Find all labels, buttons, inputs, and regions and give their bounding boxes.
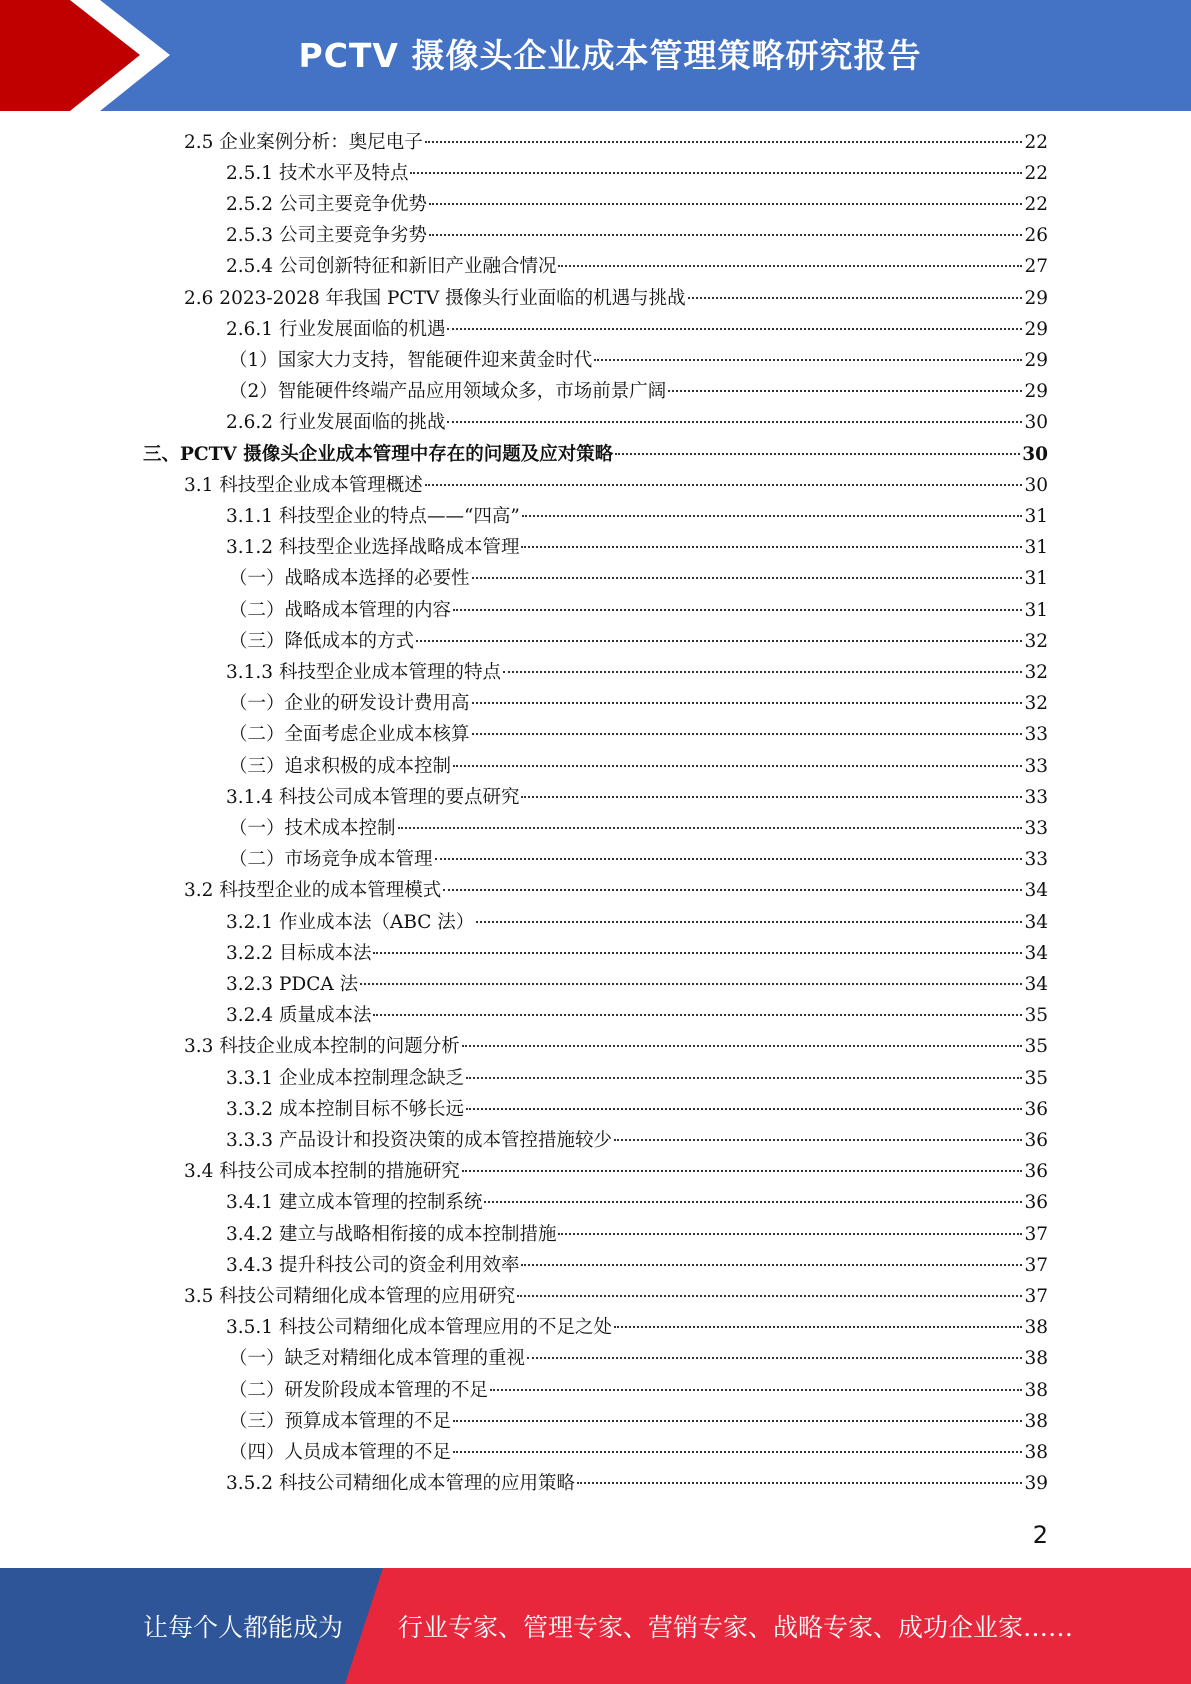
toc-entry-label: 3.5.2 科技公司精细化成本管理的应用策略 (226, 1473, 575, 1495)
toc-entry-label: 三、PCTV 摄像头企业成本管理中存在的问题及应对策略 (143, 443, 614, 465)
toc-dot-leader (558, 247, 1022, 268)
toc-dot-leader (517, 1276, 1022, 1297)
toc-entry-label: 3.5 科技公司精细化成本管理的应用研究 (184, 1285, 516, 1307)
toc-entry-label: （三）降低成本的方式 (229, 630, 415, 652)
toc-entry-label: 3.3 科技企业成本控制的问题分析 (184, 1036, 460, 1058)
toc-entry-page: 32 (1024, 630, 1048, 652)
toc-dot-leader (521, 528, 1022, 549)
toc-entry-page: 29 (1024, 381, 1048, 403)
toc-dot-leader (447, 403, 1022, 424)
toc-entry-page: 31 (1024, 505, 1048, 527)
toc-entry-label: 3.4.1 建立成本管理的控制系统 (226, 1192, 483, 1214)
toc-entry-page: 26 (1024, 225, 1048, 247)
toc-entry-label: （2）智能硬件终端产品应用领域众多，市场前景广阔 (229, 381, 667, 403)
toc-entry-page: 38 (1024, 1441, 1048, 1463)
toc-entry-page: 22 (1024, 193, 1048, 215)
toc-dot-leader (472, 684, 1023, 705)
toc-entry-label: 3.2.4 质量成本法 (226, 1005, 372, 1027)
toc-dot-leader (476, 902, 1022, 923)
toc-dot-leader (453, 746, 1022, 767)
toc-dot-leader (435, 840, 1023, 861)
toc-dot-leader (453, 590, 1022, 611)
toc-entry-page: 35 (1024, 1005, 1048, 1027)
toc-entry-page: 38 (1024, 1410, 1048, 1432)
toc-dot-leader (558, 1214, 1022, 1235)
toc-entry-page: 37 (1024, 1254, 1048, 1276)
toc-dot-leader (373, 996, 1022, 1017)
toc-entry-label: 2.5.1 技术水平及特点 (226, 162, 409, 184)
toc-dot-leader (668, 372, 1022, 393)
toc-dot-leader (373, 933, 1022, 954)
toc-entry-page: 39 (1024, 1473, 1048, 1495)
toc-entry-page: 34 (1024, 911, 1048, 933)
toc-entry-label: 3.2.3 PDCA 法 (226, 973, 359, 995)
toc-entry-page: 38 (1024, 1348, 1048, 1370)
toc-entry-page: 32 (1024, 693, 1048, 715)
toc-dot-leader (472, 715, 1023, 736)
toc-entry-page: 29 (1024, 349, 1048, 371)
page-number: 2 (1032, 1521, 1048, 1549)
toc-entry-page: 37 (1024, 1285, 1048, 1307)
toc-entry-label: （四）人员成本管理的不足 (229, 1441, 452, 1463)
toc-dot-leader (522, 496, 1023, 517)
toc-dot-leader (614, 1308, 1022, 1329)
toc-entry-page: 31 (1024, 599, 1048, 621)
toc-dot-leader (472, 559, 1023, 580)
toc-entry-page: 30 (1022, 443, 1048, 465)
toc-entry-page: 22 (1024, 162, 1048, 184)
toc-entry-page: 32 (1024, 661, 1048, 683)
toc-dot-leader (425, 465, 1023, 486)
toc-entry-page: 22 (1024, 131, 1048, 153)
toc-dot-leader (484, 1183, 1022, 1204)
footer-slogan-right: 行业专家、管理专家、营销专家、战略专家、成功企业家…… (398, 1613, 1074, 1642)
toc-dot-leader (429, 184, 1022, 205)
page-footer (0, 1568, 1191, 1684)
toc-entry-label: 2.6.1 行业发展面临的机遇 (226, 318, 446, 340)
toc-entry-page: 36 (1024, 1098, 1048, 1120)
toc-entry-label: 3.1.3 科技型企业成本管理的特点 (226, 661, 501, 683)
toc-entry-page: 30 (1024, 474, 1048, 496)
toc-entry-page: 38 (1024, 1317, 1048, 1339)
toc-entry-label: 3.1.2 科技型企业选择战略成本管理 (226, 537, 520, 559)
toc-entry-label: （一）企业的研发设计费用高 (229, 693, 470, 715)
toc-entry-page: 33 (1024, 755, 1048, 777)
toc-dot-leader (425, 122, 1023, 143)
toc-dot-leader (594, 340, 1022, 361)
toc-entry-label: 3.1.4 科技公司成本管理的要点研究 (226, 786, 520, 808)
toc-entry-page: 36 (1024, 1192, 1048, 1214)
toc-entry-label: 3.2.2 目标成本法 (226, 942, 372, 964)
toc-entry-label: 2.5.2 公司主要竞争优势 (226, 193, 427, 215)
toc-entry-page: 34 (1024, 880, 1048, 902)
toc-entry-label: （二）市场竞争成本管理 (229, 849, 433, 871)
toc-dot-leader (360, 964, 1022, 985)
toc-entry-label: （二）研发阶段成本管理的不足 (229, 1379, 489, 1401)
footer-slogan-left: 让每个人都能成为 (143, 1613, 344, 1642)
toc-entry-page: 29 (1024, 318, 1048, 340)
toc-entry-label: 2.6.2 行业发展面临的挑战 (226, 412, 446, 434)
page-header (0, 0, 1191, 111)
toc-entry-page: 27 (1024, 256, 1048, 278)
toc-entry-label: 3.4.2 建立与战略相衔接的成本控制措施 (226, 1223, 557, 1245)
toc-entry-label: 2.5.4 公司创新特征和新旧产业融合情况 (226, 256, 557, 278)
toc-entry-page: 29 (1024, 287, 1048, 309)
toc-dot-leader (462, 1027, 1023, 1048)
toc-entry-label: （1）国家大力支持，智能硬件迎来黄金时代 (229, 349, 593, 371)
toc-entry-label: （一）缺乏对精细化成本管理的重视 (229, 1348, 526, 1370)
toc-entry-label: （二）全面考虑企业成本核算 (229, 724, 470, 746)
header-title: PCTV 摄像头企业成本管理策略研究报告 (298, 36, 922, 75)
toc-entry-page: 37 (1024, 1223, 1048, 1245)
toc-entry-page: 38 (1024, 1379, 1048, 1401)
toc-dot-leader (577, 1464, 1022, 1485)
toc-dot-leader (410, 153, 1022, 174)
toc-entry-label: 2.6 2023-2028 年我国 PCTV 摄像头行业面临的机遇与挑战 (184, 287, 686, 309)
toc-entry-label: （三）预算成本管理的不足 (229, 1410, 452, 1432)
toc-entry-label: 3.1.1 科技型企业的特点——“四高” (226, 505, 520, 527)
toc-entry-label: 3.4.3 提升科技公司的资金利用效率 (226, 1254, 520, 1276)
toc-entry-page: 31 (1024, 537, 1048, 559)
toc-entry-page: 36 (1024, 1161, 1048, 1183)
toc-dot-leader (615, 434, 1020, 455)
toc-entry-page: 30 (1024, 412, 1048, 434)
toc-dot-leader (453, 1432, 1022, 1453)
toc-entry-label: 3.3.2 成本控制目标不够长远 (226, 1098, 464, 1120)
toc-dot-leader (466, 1058, 1022, 1079)
toc-entry-page: 33 (1024, 849, 1048, 871)
toc-dot-leader (527, 1339, 1022, 1360)
toc-entry-page: 33 (1024, 817, 1048, 839)
toc-dot-leader (443, 871, 1022, 892)
toc-entry-page: 33 (1024, 724, 1048, 746)
toc-entry-label: （二）战略成本管理的内容 (229, 599, 452, 621)
toc-entry-label: 2.5 企业案例分析：奥尼电子 (184, 131, 423, 153)
toc-dot-leader (490, 1370, 1022, 1391)
toc-entry-label: （一）技术成本控制 (229, 817, 396, 839)
toc-entry-label: 3.4 科技公司成本控制的措施研究 (184, 1161, 460, 1183)
toc-dot-leader (614, 1120, 1022, 1141)
toc-entry-label: 2.5.3 公司主要竞争劣势 (226, 225, 427, 247)
toc-entry-label: （三）追求积极的成本控制 (229, 755, 452, 777)
toc-entry-page: 35 (1024, 1036, 1048, 1058)
toc-entry[interactable] (226, 1469, 1048, 1500)
toc-entry-label: 3.5.1 科技公司精细化成本管理应用的不足之处 (226, 1317, 612, 1339)
toc-entry-page: 36 (1024, 1129, 1048, 1151)
toc-dot-leader (466, 1089, 1022, 1110)
toc-entry-label: 3.3.3 产品设计和投资决策的成本管控措施较少 (226, 1129, 612, 1151)
toc-entry-label: 3.1 科技型企业成本管理概述 (184, 474, 423, 496)
toc-dot-leader (462, 1152, 1023, 1173)
toc-dot-leader (447, 309, 1022, 330)
toc-entry-label: 3.3.1 企业成本控制理念缺乏 (226, 1067, 464, 1089)
toc-dot-leader (398, 808, 1023, 829)
toc-entry-page: 34 (1024, 973, 1048, 995)
toc-dot-leader (416, 621, 1022, 642)
toc-entry-page: 35 (1024, 1067, 1048, 1089)
toc-entry-page: 31 (1024, 568, 1048, 590)
toc-dot-leader (521, 1245, 1022, 1266)
toc-entry-label: （一）战略成本选择的必要性 (229, 568, 470, 590)
toc-entry-page: 33 (1024, 786, 1048, 808)
toc-dot-leader (688, 278, 1023, 299)
toc-dot-leader (521, 777, 1022, 798)
toc-dot-leader (429, 216, 1022, 237)
toc-entry-label: 3.2 科技型企业的成本管理模式 (184, 880, 442, 902)
toc-dot-leader (453, 1401, 1022, 1422)
toc-entry-label: 3.2.1 作业成本法（ABC 法） (226, 911, 475, 933)
toc-entry-page: 34 (1024, 942, 1048, 964)
toc-dot-leader (503, 652, 1022, 673)
